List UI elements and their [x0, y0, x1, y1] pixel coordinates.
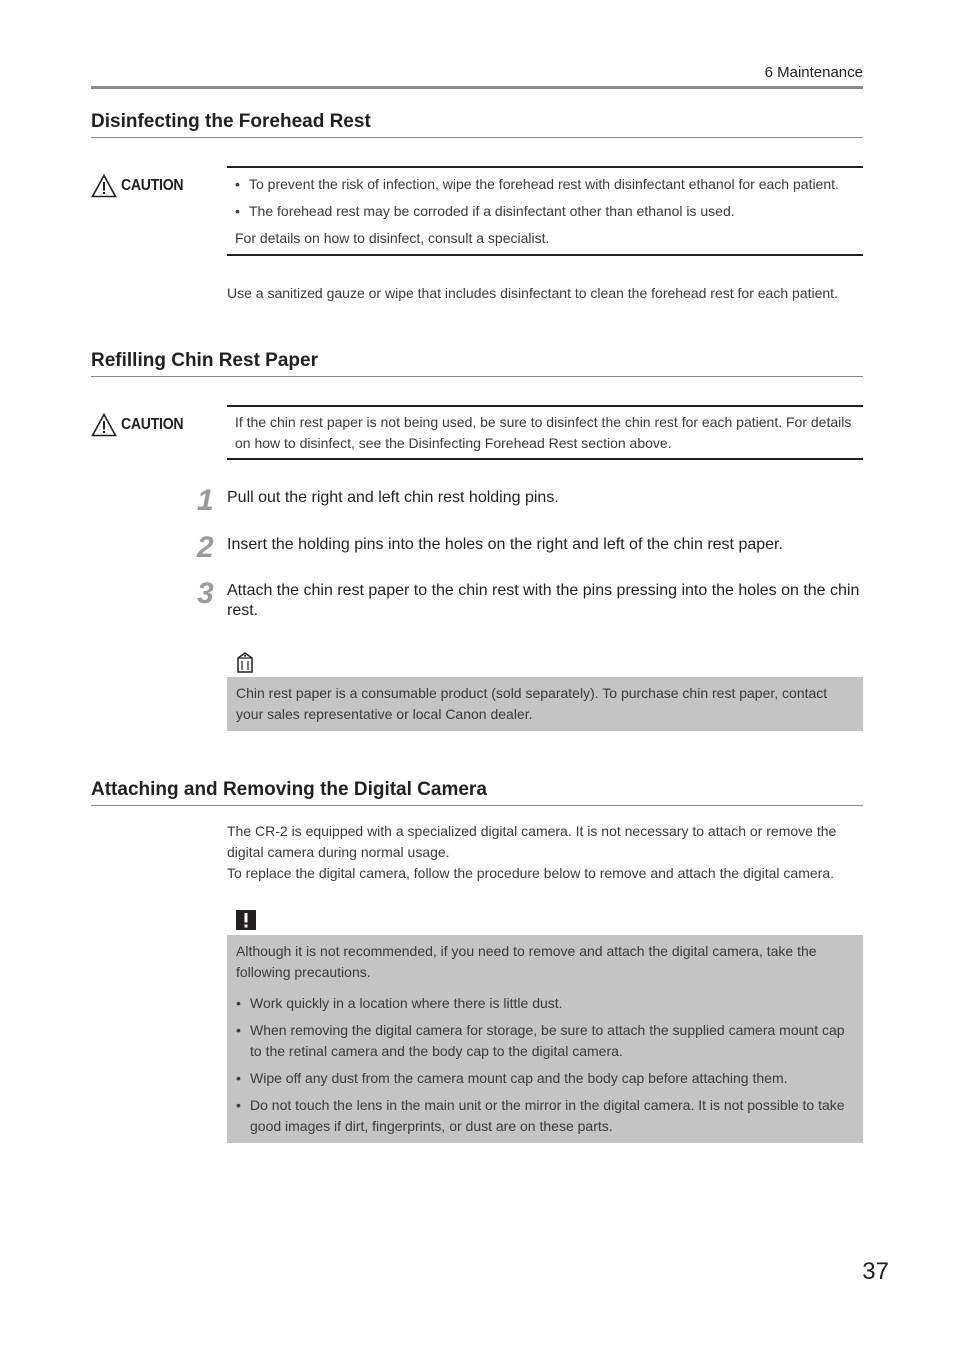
page-number: 37: [862, 1258, 889, 1285]
section-title-disinfecting: Disinfecting the Forehead Rest: [91, 111, 371, 132]
body-text: [227, 821, 863, 884]
caution-box: [227, 405, 863, 460]
warning-triangle-icon: [91, 174, 117, 198]
memo-icon: [236, 652, 254, 674]
caution-bullet: • The forehead rest may be corroded if a disinfectant other than ethanol is used.: [235, 203, 735, 219]
exclamation-icon: [236, 910, 256, 930]
important-box: [227, 935, 863, 1143]
section-rule: [91, 376, 863, 377]
chapter-header: 6 Maintenance: [764, 64, 863, 81]
caution-label: CAUTION: [121, 416, 184, 433]
important-bullet: • Wipe off any dust from the camera mount cap and the body cap before attaching them.: [236, 1070, 788, 1086]
caution-text: If the chin rest paper is not being used, be sure to disinfect the chin rest for each patient. For details on how to disinfect, see the Disinfecting Forehead Rest section above.: [235, 414, 852, 451]
step-number: 3: [197, 577, 214, 610]
body-line: The CR-2 is equipped with a specialized digital camera. It is not necessary to attach or remove the digital camera during normal usage.: [227, 823, 837, 860]
step-text: Insert the holding pins into the holes on the right and left of the chin rest paper.: [227, 536, 783, 553]
important-intro: Although it is not recommended, if you need to remove and attach the digital camera, take the following precautions.: [236, 943, 817, 980]
caution-label: CAUTION: [121, 177, 184, 194]
caution-note: For details on how to disinfect, consult a specialist.: [235, 230, 550, 246]
note-text: Chin rest paper is a consumable product (sold separately). To purchase chin rest paper, contact your sales representative or local Canon dealer.: [236, 685, 828, 722]
note-box: [227, 677, 863, 731]
body-text: Use a sanitized gauze or wipe that includes disinfectant to clean the forehead rest for each patient.: [227, 285, 838, 301]
step-number: 2: [197, 531, 214, 564]
caution-box: [227, 166, 863, 256]
header-rule: [91, 86, 863, 89]
warning-triangle-icon: [91, 413, 117, 437]
caution-marker: [91, 413, 192, 437]
step-text: Pull out the right and left chin rest holding pins.: [227, 489, 559, 506]
important-bullet: • When removing the digital camera for storage, be sure to attach the supplied camera mount cap to the retinal camera and the body cap to the digital camera.: [236, 1022, 845, 1059]
step-text: Attach the chin rest paper to the chin rest with the pins pressing into the holes on the chin rest.: [227, 582, 860, 619]
important-bullet: • Work quickly in a location where there is little dust.: [236, 995, 563, 1011]
caution-marker: [91, 174, 192, 198]
caution-bullet: • To prevent the risk of infection, wipe the forehead rest with disinfectant ethanol for each patient.: [235, 176, 839, 192]
step-number: 1: [197, 484, 214, 517]
section-rule: [91, 137, 863, 138]
section-rule: [91, 805, 863, 806]
important-bullet: • Do not touch the lens in the main unit or the mirror in the digital camera. It is not possible to take good images if dirt, fingerprints, or dust are on these parts.: [236, 1097, 845, 1134]
body-line: To replace the digital camera, follow the procedure below to remove and attach the digital camera.: [227, 865, 835, 881]
section-title-refilling: Refilling Chin Rest Paper: [91, 350, 318, 371]
section-title-camera: Attaching and Removing the Digital Camera: [91, 779, 487, 800]
